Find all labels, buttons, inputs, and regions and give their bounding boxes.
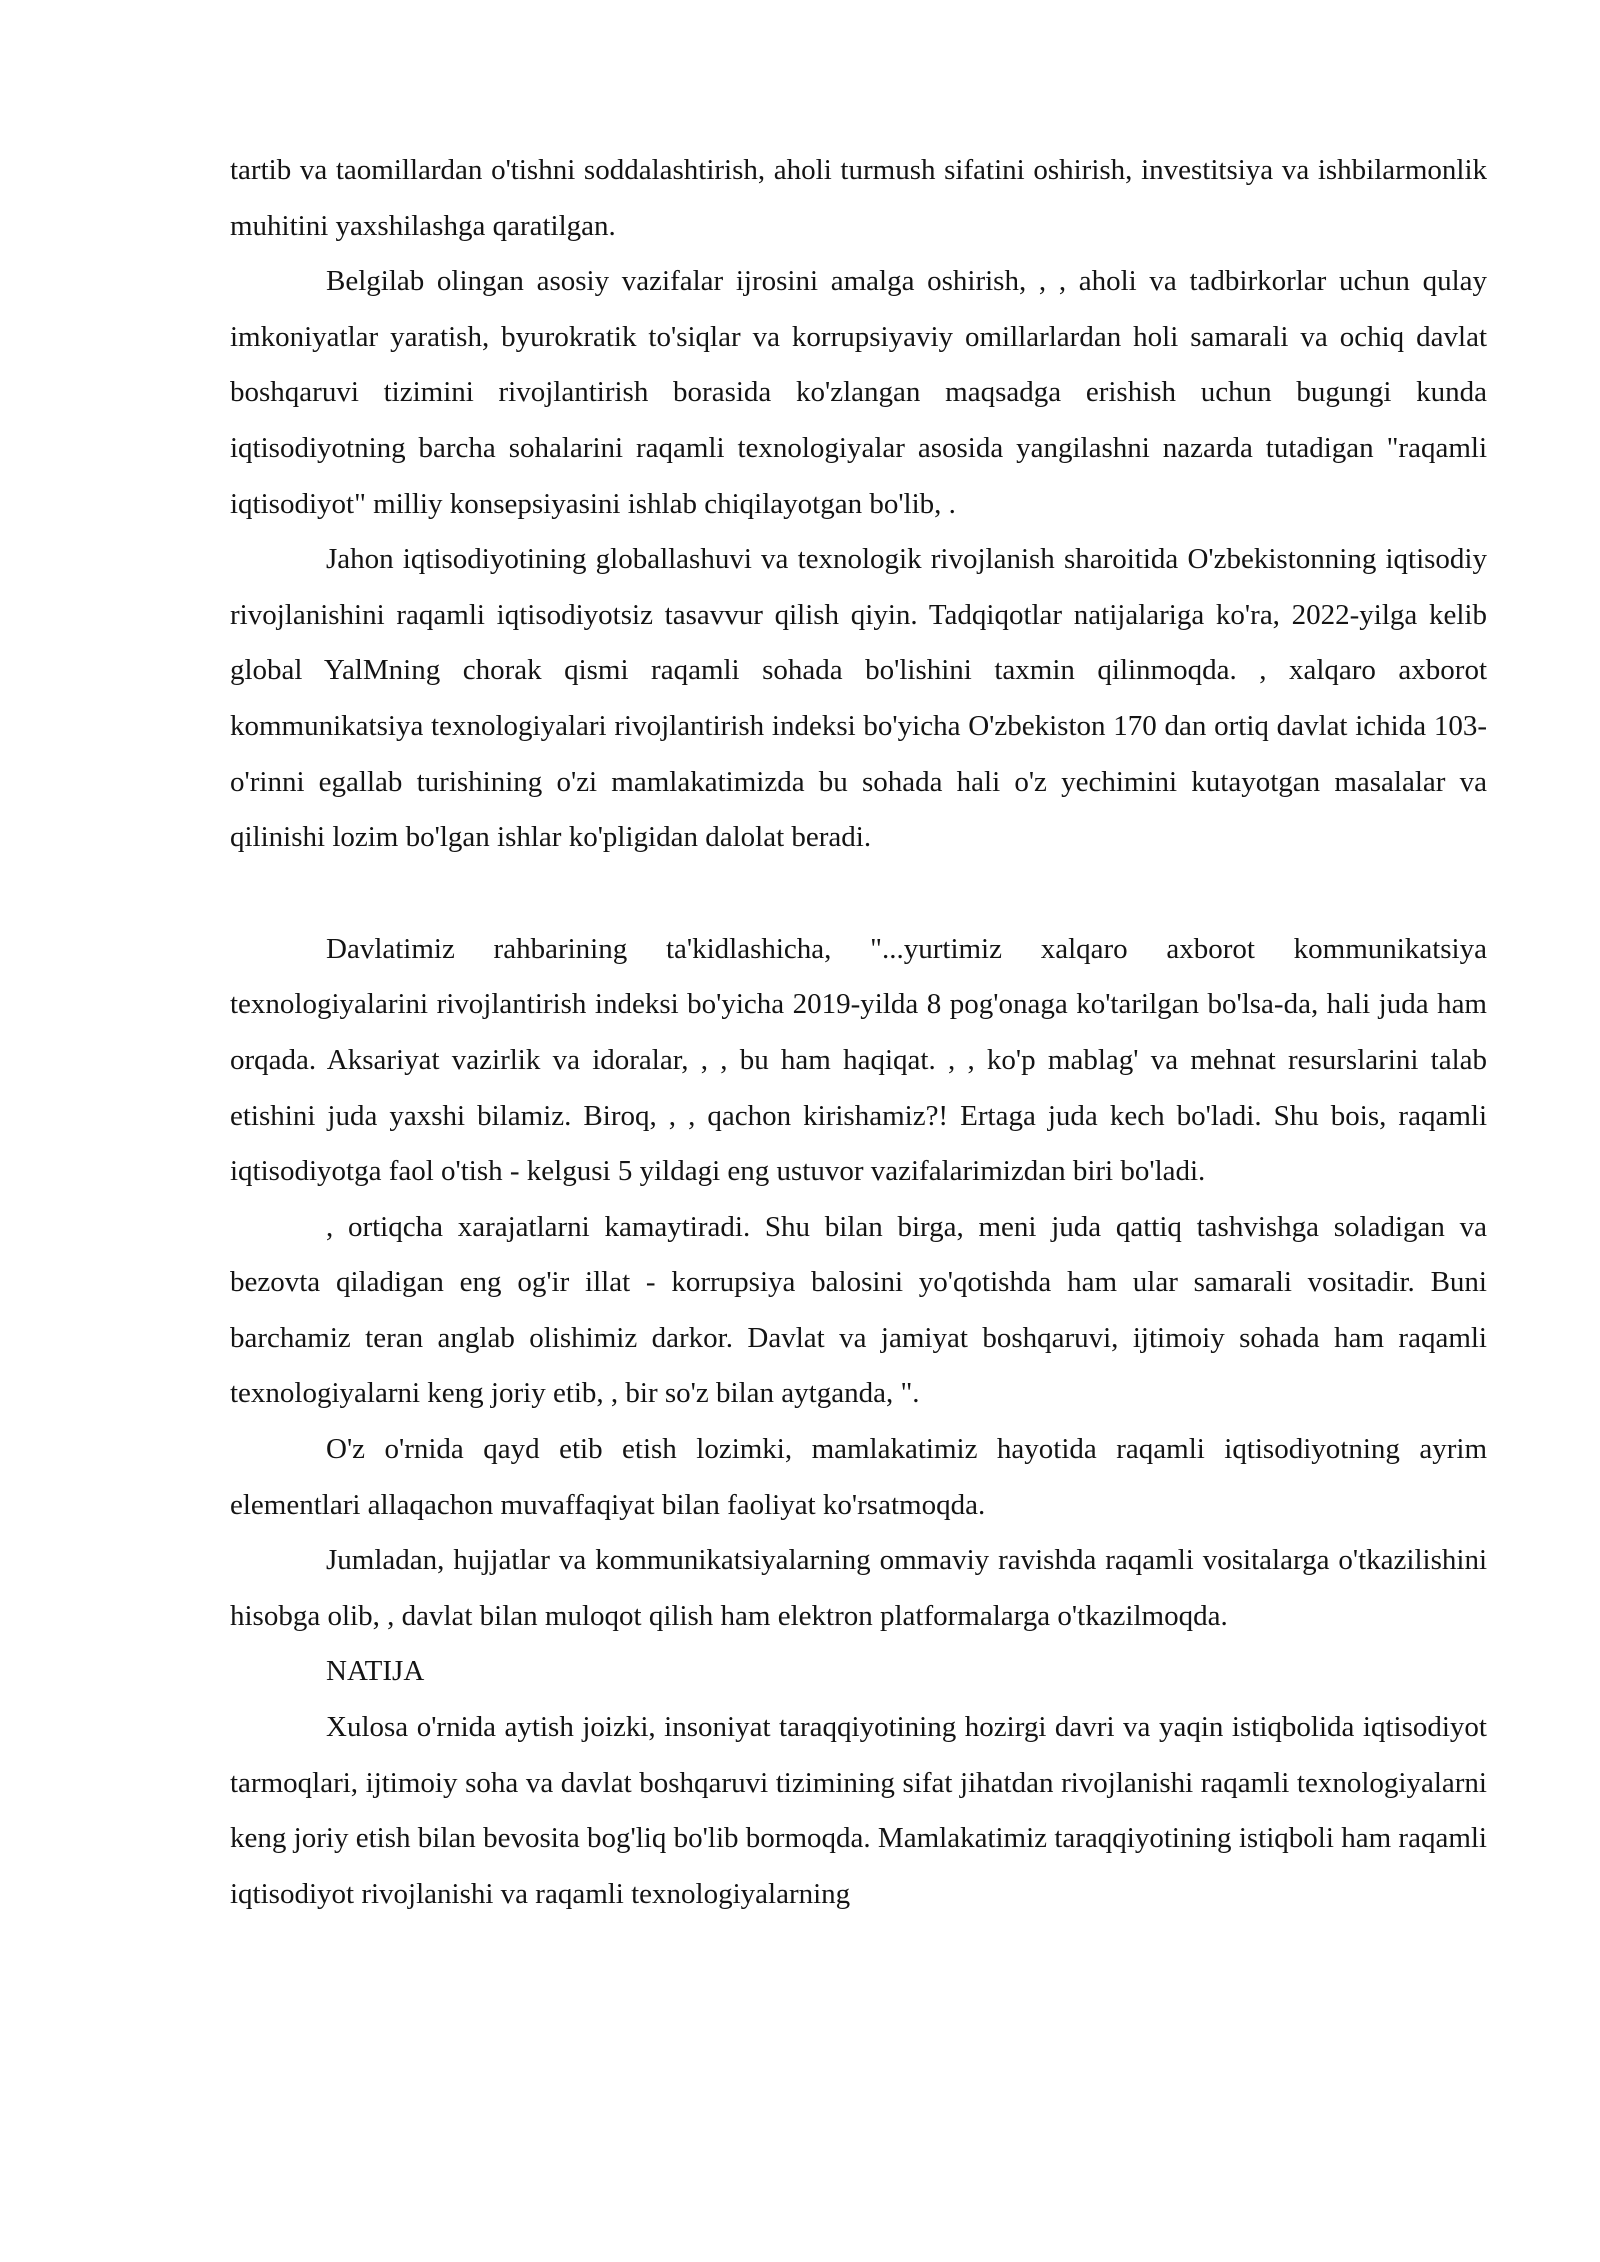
paragraph-globalization: Jahon iqtisodiyotining globallashuvi va texnologik rivojlanish sharoitida O'zbekistonning iqtisodiy rivojlanishini raqamli iqtisodiyotsiz tasavvur qilish qiyin. Tadqiqotlar natijalariga ko'ra, 2022-yilga kelib global YalMning chorak qismi raqamli sohada bo'lishini taxmin qilinmoqda. , xalqaro axborot kommunikatsiya texnologiyalari rivojlantirish indeksi bo'yicha O'zbekiston 170 dan ortiq davlat ichida 103-o'rinni egallab turishining o'zi mamlakatimizda bu sohada hali o'z yechimini kutayotgan masalalar va qilinishi lozim bo'lgan ishlar ko'pligidan dalolat beradi.	[230, 543, 1487, 854]
paragraph-continuation: tartib va taomillardan o'tishni soddalashtirish, aholi turmush sifatini oshirish, investitsiya va ishbilarmonlik muhitini yaxshilashga qaratilgan.	[230, 154, 1487, 242]
paragraph-elements: O'z o'rnida qayd etib etish lozimki, mamlakatimiz hayotida raqamli iqtisodiyotning ayrim elementlari allaqachon muvaffaqiyat bilan faoliyat ko'rsatmoqda.	[230, 1433, 1487, 1521]
paragraph-documents: Jumladan, hujjatlar va kommunikatsiyalarning ommaviy ravishda raqamli vositalarga o'tkazilishini hisobga olib, , davlat bilan muloqot qilish ham elektron platformalarga o'tkazilmoqda.	[230, 1544, 1487, 1632]
paragraph-tasks: Belgilab olingan asosiy vazifalar ijrosini amalga oshirish, , , aholi va tadbirkorlar uchun qulay imkoniyatlar yaratish, byurokratik to'siqlar va korrupsiyaviy omillarlardan holi samarali va ochiq davlat boshqaruvi tizimini rivojlantirish borasida ko'zlangan maqsadga erishish uchun bugungi kunda iqtisodiyotning barcha sohalarini raqamli texnologiyalar asosida yangilashni nazarda tutadigan "raqamli iqtisodiyot" milliy konsepsiyasini ishlab chiqilayotgan bo'lib, .	[230, 265, 1487, 520]
paragraph-conclusion: Xulosa o'rnida aytish joizki, insoniyat taraqqiyotining hozirgi davri va yaqin istiqbolida iqtisodiyot tarmoqlari, ijtimoiy soha va davlat boshqaruvi tizimining sifat jihatdan rivojlanishi raqamli texnologiyalarni keng joriy etish bilan bevosita bog'liq bo'lib bormoqda. Mamlakatimiz taraqqiyotining istiqboli ham raqamli iqtisodiyot rivojlanishi va raqamli texnologiyalarning	[230, 1711, 1487, 1910]
paragraph-leader-quote: Davlatimiz rahbarining ta'kidlashicha, "...yurtimiz xalqaro axborot kommunikatsiya texnologiyalarini rivojlantirish indeksi bo'yicha 2019-yilda 8 pog'onaga ko'tarilgan bo'lsa-da, hali juda ham orqada. Aksariyat vazirlik va idoralar, , , bu ham haqiqat. , , ko'p mablag' va mehnat resurslarini talab etishini juda yaxshi bilamiz. Biroq, , , qachon kirishamiz?! Ertaga juda kech bo'ladi. Shu bois, raqamli iqtisodiyotga faol o'tish - kelgusi 5 yildagi eng ustuvor vazifalarimizdan biri bo'ladi.	[230, 932, 1487, 1188]
paragraph-costs: , ortiqcha xarajatlarni kamaytiradi. Shu bilan birga, meni juda qattiq tashvishga soladigan va bezovta qiladigan eng og'ir illat - korrupsiya balosini yo'qotishda ham ular samarali vositadir. Buni barchamiz teran anglab olishimiz darkor. Davlat va jamiyat boshqaruvi, ijtimoiy sohada ham raqamli texnologiyalarni keng joriy etib, , bir so'z bilan aytganda, ".	[230, 1210, 1487, 1410]
section-heading: NATIJA	[326, 1655, 425, 1688]
document-body	[230, 143, 1487, 1922]
paragraph-spacer	[230, 866, 1487, 922]
